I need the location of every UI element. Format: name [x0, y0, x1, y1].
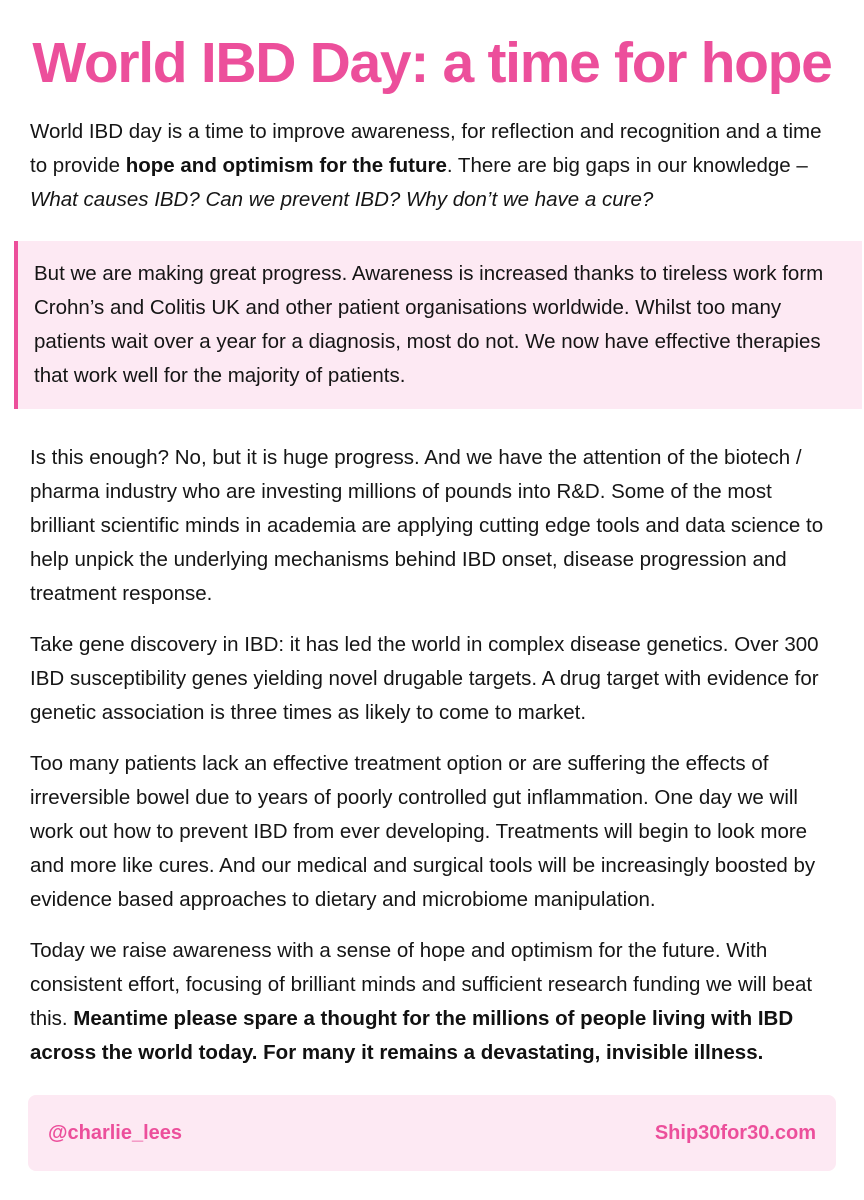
author-handle[interactable]: @charlie_lees	[48, 1121, 183, 1144]
page-title: World IBD Day: a time for hope	[32, 31, 832, 95]
closing-bold-text: Meantime please spare a thought for the millions of people living with IBD across the world today. For many it remains a devastating, invisible illness.	[30, 1007, 794, 1064]
intro-bold-phrase: hope and optimism for the future	[125, 154, 447, 177]
intro-italic-questions: What causes IBD? Can we prevent IBD? Why don’t we have a cure?	[30, 188, 654, 211]
closing-text: Today we raise awareness with a sense of hope and optimism for the future. With consistent effort, focusing of brilliant minds and sufficient research funding we will beat this.	[30, 939, 813, 1030]
closing-paragraph	[30, 934, 834, 1070]
callout-text: But we are making great progress. Awareness is increased thanks to tireless work form Crohn’s and Colitis UK and other patient organisations worldwide. Whilst too many patients wait over a year for a diagnosis, most do not. We now have effective therapies that work well for the majority of patients.	[34, 262, 824, 387]
body-paragraph-treatment: Too many patients lack an effective treatment option or are suffering the effects of irreversible bowel due to years of poorly controlled gut inflammation. One day we will work out how to prevent IBD from ever developing. Treatments will begin to look more and more like cures. And our medical and surgical tools will be increasingly boosted by evidence based approaches to dietary and microbiome manipulation.	[30, 752, 816, 911]
intro-text-2: . There are big gaps in our knowledge –	[446, 154, 808, 177]
body-paragraph-progress: Is this enough? No, but it is huge progress. And we have the attention of the biotech / pharma industry who are investing millions of pounds into R&D. Some of the most brilliant scientific minds in academia are applying cutting edge tools and data science to help unpick the underlying mechanisms behind IBD onset, disease progression and treatment response.	[30, 446, 824, 605]
intro-text-1: World IBD day is a time to improve awareness, for reflection and recognition and a time to provide	[30, 120, 822, 177]
intro-paragraph	[30, 115, 834, 217]
footer-bar	[28, 1095, 836, 1171]
callout-box	[14, 241, 862, 409]
site-link[interactable]: Ship30for30.com	[654, 1121, 816, 1144]
body-paragraph-genetics: Take gene discovery in IBD: it has led the world in complex disease genetics. Over 300 IBD susceptibility genes yielding novel drugable targets. A drug target with evidence for genetic association is three times as likely to come to market.	[30, 633, 819, 724]
